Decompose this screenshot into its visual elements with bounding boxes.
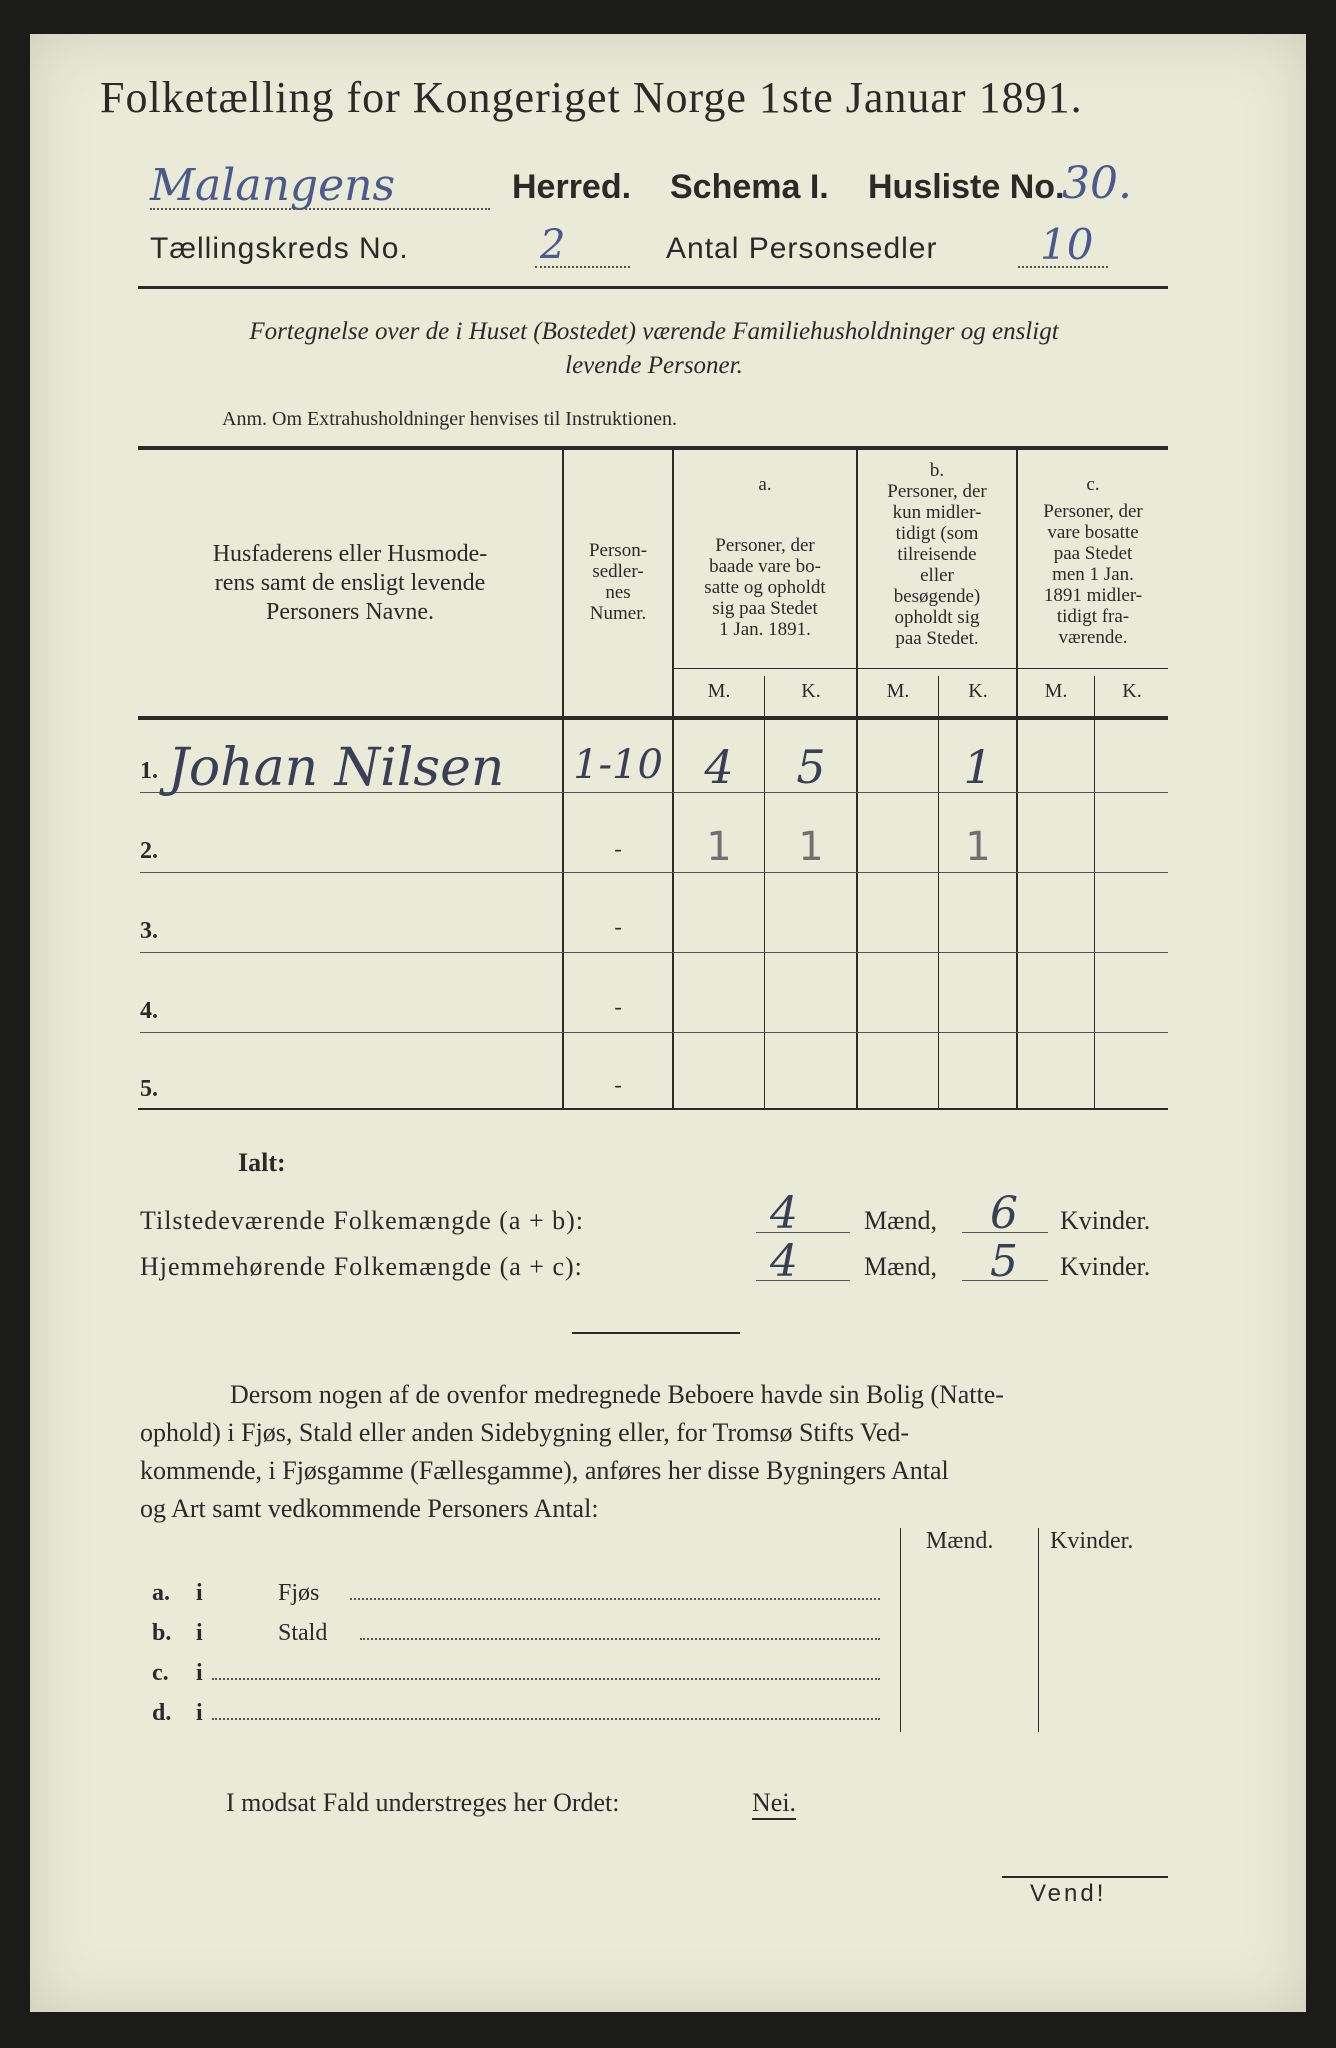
- tilstede-kvinder-label: Kvinder.: [1060, 1206, 1151, 1235]
- intro-line-1: Fortegnelse over de i Huset (Bostedet) værende Familiehusholdninger og ensligt: [249, 318, 1059, 345]
- kreds-dotline: [535, 266, 630, 268]
- vend-label: Vend!: [1030, 1880, 1107, 1907]
- schema-label: Schema I.: [670, 168, 829, 206]
- col-a-header: [674, 474, 856, 640]
- col-divider-c-mk: [1094, 676, 1095, 1110]
- item-c-prep: i: [196, 1660, 203, 1686]
- row-2-range: -: [614, 836, 622, 861]
- kreds-label: Tællingskreds No.: [150, 232, 409, 265]
- item-c-letter: c.: [152, 1660, 169, 1686]
- tilstede-kvinder-line: [962, 1232, 1048, 1233]
- col-a-line-4: sig paa Stedet: [712, 598, 818, 619]
- form-title: Folketælling for Kongeriget Norge 1ste Januar 1891.: [100, 73, 1083, 122]
- col-b-header: [858, 460, 1016, 649]
- row-2-b-k: 1: [965, 824, 991, 870]
- row-1-b-k: 1: [963, 740, 993, 794]
- col-b-line-1: Personer, der: [887, 481, 987, 502]
- row-1-a-m: 4: [704, 740, 734, 794]
- tilstede-maend-value: 4: [770, 1188, 798, 1239]
- husliste-value: 30.: [1062, 158, 1132, 209]
- col-b-k: K.: [968, 680, 988, 702]
- row-1-number: 1.: [140, 758, 158, 784]
- husliste-label: Husliste No.: [868, 168, 1065, 206]
- paragraph-line-1: Dersom nogen af de ovenfor medregnede Beboere havde sin Bolig (Natte-: [230, 1380, 1004, 1409]
- mk-subheader-rule: [672, 668, 1168, 669]
- item-a-prep: i: [196, 1580, 203, 1606]
- col-num-line-3: nes: [605, 582, 631, 603]
- col-b-line-8: paa Stedet.: [895, 628, 979, 649]
- col-a-line-3: satte og opholdt: [704, 577, 826, 598]
- row-1-a-k: 5: [796, 740, 826, 794]
- col-b-line-2: kun midler-: [892, 502, 982, 523]
- tilstede-kvinder-value: 6: [990, 1188, 1018, 1239]
- herred-label: Herred.: [512, 168, 632, 206]
- col-b-line-6: besøgende): [893, 586, 981, 607]
- section-divider: [572, 1332, 740, 1334]
- table-header-rule: [138, 716, 1168, 720]
- col-c-m: M.: [1044, 680, 1068, 702]
- row-5-range: -: [614, 1072, 622, 1097]
- header-rule: [138, 286, 1168, 289]
- herred-dotline: [150, 208, 490, 210]
- row-2-line: [140, 872, 1168, 873]
- item-b-prep: i: [196, 1620, 203, 1646]
- row-4-range: -: [614, 994, 622, 1019]
- hjemme-kvinder-label: Kvinder.: [1060, 1252, 1151, 1281]
- col-b-letter: b.: [929, 460, 945, 481]
- col-c-line-5: 1891 midler-: [1043, 585, 1143, 606]
- table-bottom-rule: [138, 1108, 1168, 1110]
- col-a-line-2: baade vare bo-: [709, 556, 821, 577]
- row-3-line: [140, 952, 1168, 953]
- col-divider-a-mk: [764, 676, 765, 1110]
- col-num-line-1: Person-: [588, 540, 648, 561]
- row-3-range: -: [614, 914, 622, 939]
- outbuildings-divider-2: [1038, 1528, 1039, 1732]
- paragraph-line-4: og Art samt vedkommende Personers Antal:: [140, 1494, 599, 1523]
- col-num-header: [564, 540, 672, 624]
- item-d-letter: d.: [152, 1700, 172, 1726]
- item-b-dotline: [360, 1638, 880, 1640]
- footer-word-nei: Nei.: [752, 1788, 796, 1820]
- row-3-number: 3.: [140, 918, 158, 944]
- col-b-line-3: tidigt (som: [895, 523, 979, 544]
- col-c-line-1: Personer, der: [1043, 501, 1143, 522]
- row-2-number: 2.: [140, 838, 158, 864]
- outbuildings-col-k: Kvinder.: [1050, 1528, 1134, 1554]
- col-c-line-7: værende.: [1058, 627, 1128, 648]
- hjemme-maend-value: 4: [770, 1236, 798, 1287]
- vend-rule: [1002, 1876, 1168, 1878]
- col-divider-b-mk: [938, 676, 939, 1110]
- col-c-line-4: men 1 Jan.: [1052, 564, 1134, 585]
- col-name-line-2: rens samt de ensligt levende: [214, 570, 486, 596]
- col-c-header: [1018, 474, 1168, 648]
- row-2-a-m: 1: [706, 824, 732, 870]
- personsedler-dotline: [1018, 266, 1108, 268]
- col-c-letter: c.: [1086, 474, 1100, 495]
- col-name-line-1: Husfaderens eller Husmode-: [212, 541, 488, 567]
- hjemme-maend-line: [756, 1280, 850, 1281]
- outbuildings-paragraph: [140, 1376, 1168, 1528]
- anm-note: Anm. Om Extrahusholdninger henvises til Instruktionen.: [222, 408, 677, 430]
- hjemme-kvinder-line: [962, 1280, 1048, 1281]
- hjemme-maend-label: Mænd,: [864, 1252, 937, 1281]
- kreds-value: 2: [540, 222, 566, 268]
- personsedler-value: 10: [1040, 220, 1094, 269]
- col-a-m: M.: [707, 680, 731, 702]
- item-d-prep: i: [196, 1700, 203, 1726]
- col-c-k: K.: [1122, 680, 1142, 702]
- row-5-number: 5.: [140, 1076, 158, 1102]
- col-b-m: M.: [886, 680, 910, 702]
- herred-value: Malangens: [150, 160, 396, 211]
- paragraph-line-2: ophold) i Fjøs, Stald eller anden Sidebygning eller, for Tromsø Stifts Ved-: [140, 1418, 910, 1447]
- col-c-line-3: paa Stedet: [1053, 543, 1133, 564]
- item-b-letter: b.: [152, 1620, 172, 1646]
- col-b-line-4: tilreisende: [897, 544, 977, 565]
- col-b-line-5: eller: [920, 565, 954, 586]
- row-2-a-k: 1: [798, 824, 824, 870]
- intro-line-2: levende Personer.: [565, 352, 743, 379]
- footer-text: I modsat Fald understreges her Ordet:: [226, 1788, 620, 1817]
- col-a-line-5: 1 Jan. 1891.: [719, 619, 811, 640]
- item-b-label: Stald: [278, 1620, 328, 1646]
- paragraph-line-3: kommende, i Fjøsgamme (Fællesgamme), anføres her disse Bygningers Antal: [140, 1456, 949, 1485]
- col-a-line-1: Personer, der: [715, 535, 815, 556]
- hjemme-kvinder-value: 5: [990, 1236, 1018, 1287]
- row-4-line: [140, 1032, 1168, 1033]
- row-1-range: 1-10: [573, 742, 663, 788]
- item-a-dotline: [350, 1598, 880, 1600]
- tilstede-label: Tilstedeværende Folkemængde (a + b):: [140, 1206, 584, 1235]
- col-c-line-6: tidigt fra-: [1056, 606, 1130, 627]
- tilstede-maend-line: [756, 1232, 850, 1233]
- col-num-line-2: sedler-: [592, 561, 644, 582]
- tilstede-maend-label: Mænd,: [864, 1206, 937, 1235]
- item-a-label: Fjøs: [278, 1580, 320, 1606]
- col-name-header: [140, 540, 560, 627]
- outbuildings-divider-1: [900, 1528, 901, 1732]
- col-num-line-4: Numer.: [589, 603, 647, 624]
- table-top-rule: [138, 446, 1168, 450]
- row-1-name: Johan Nilsen: [168, 738, 505, 798]
- col-name-line-3: Personers Navne.: [266, 599, 434, 625]
- row-4-number: 4.: [140, 998, 158, 1024]
- col-b-line-7: opholdt sig: [894, 607, 980, 628]
- col-a-letter: a.: [758, 474, 772, 495]
- hjemme-label: Hjemmehørende Folkemængde (a + c):: [140, 1252, 583, 1281]
- ialt-label: Ialt:: [238, 1148, 286, 1177]
- col-a-k: K.: [801, 680, 821, 702]
- personsedler-label: Antal Personsedler: [666, 232, 938, 265]
- col-c-line-2: vare bosatte: [1047, 522, 1139, 543]
- outbuildings-col-m: Mænd.: [926, 1528, 994, 1554]
- item-c-dotline: [212, 1678, 880, 1680]
- item-a-letter: a.: [152, 1580, 170, 1606]
- item-d-dotline: [212, 1718, 880, 1720]
